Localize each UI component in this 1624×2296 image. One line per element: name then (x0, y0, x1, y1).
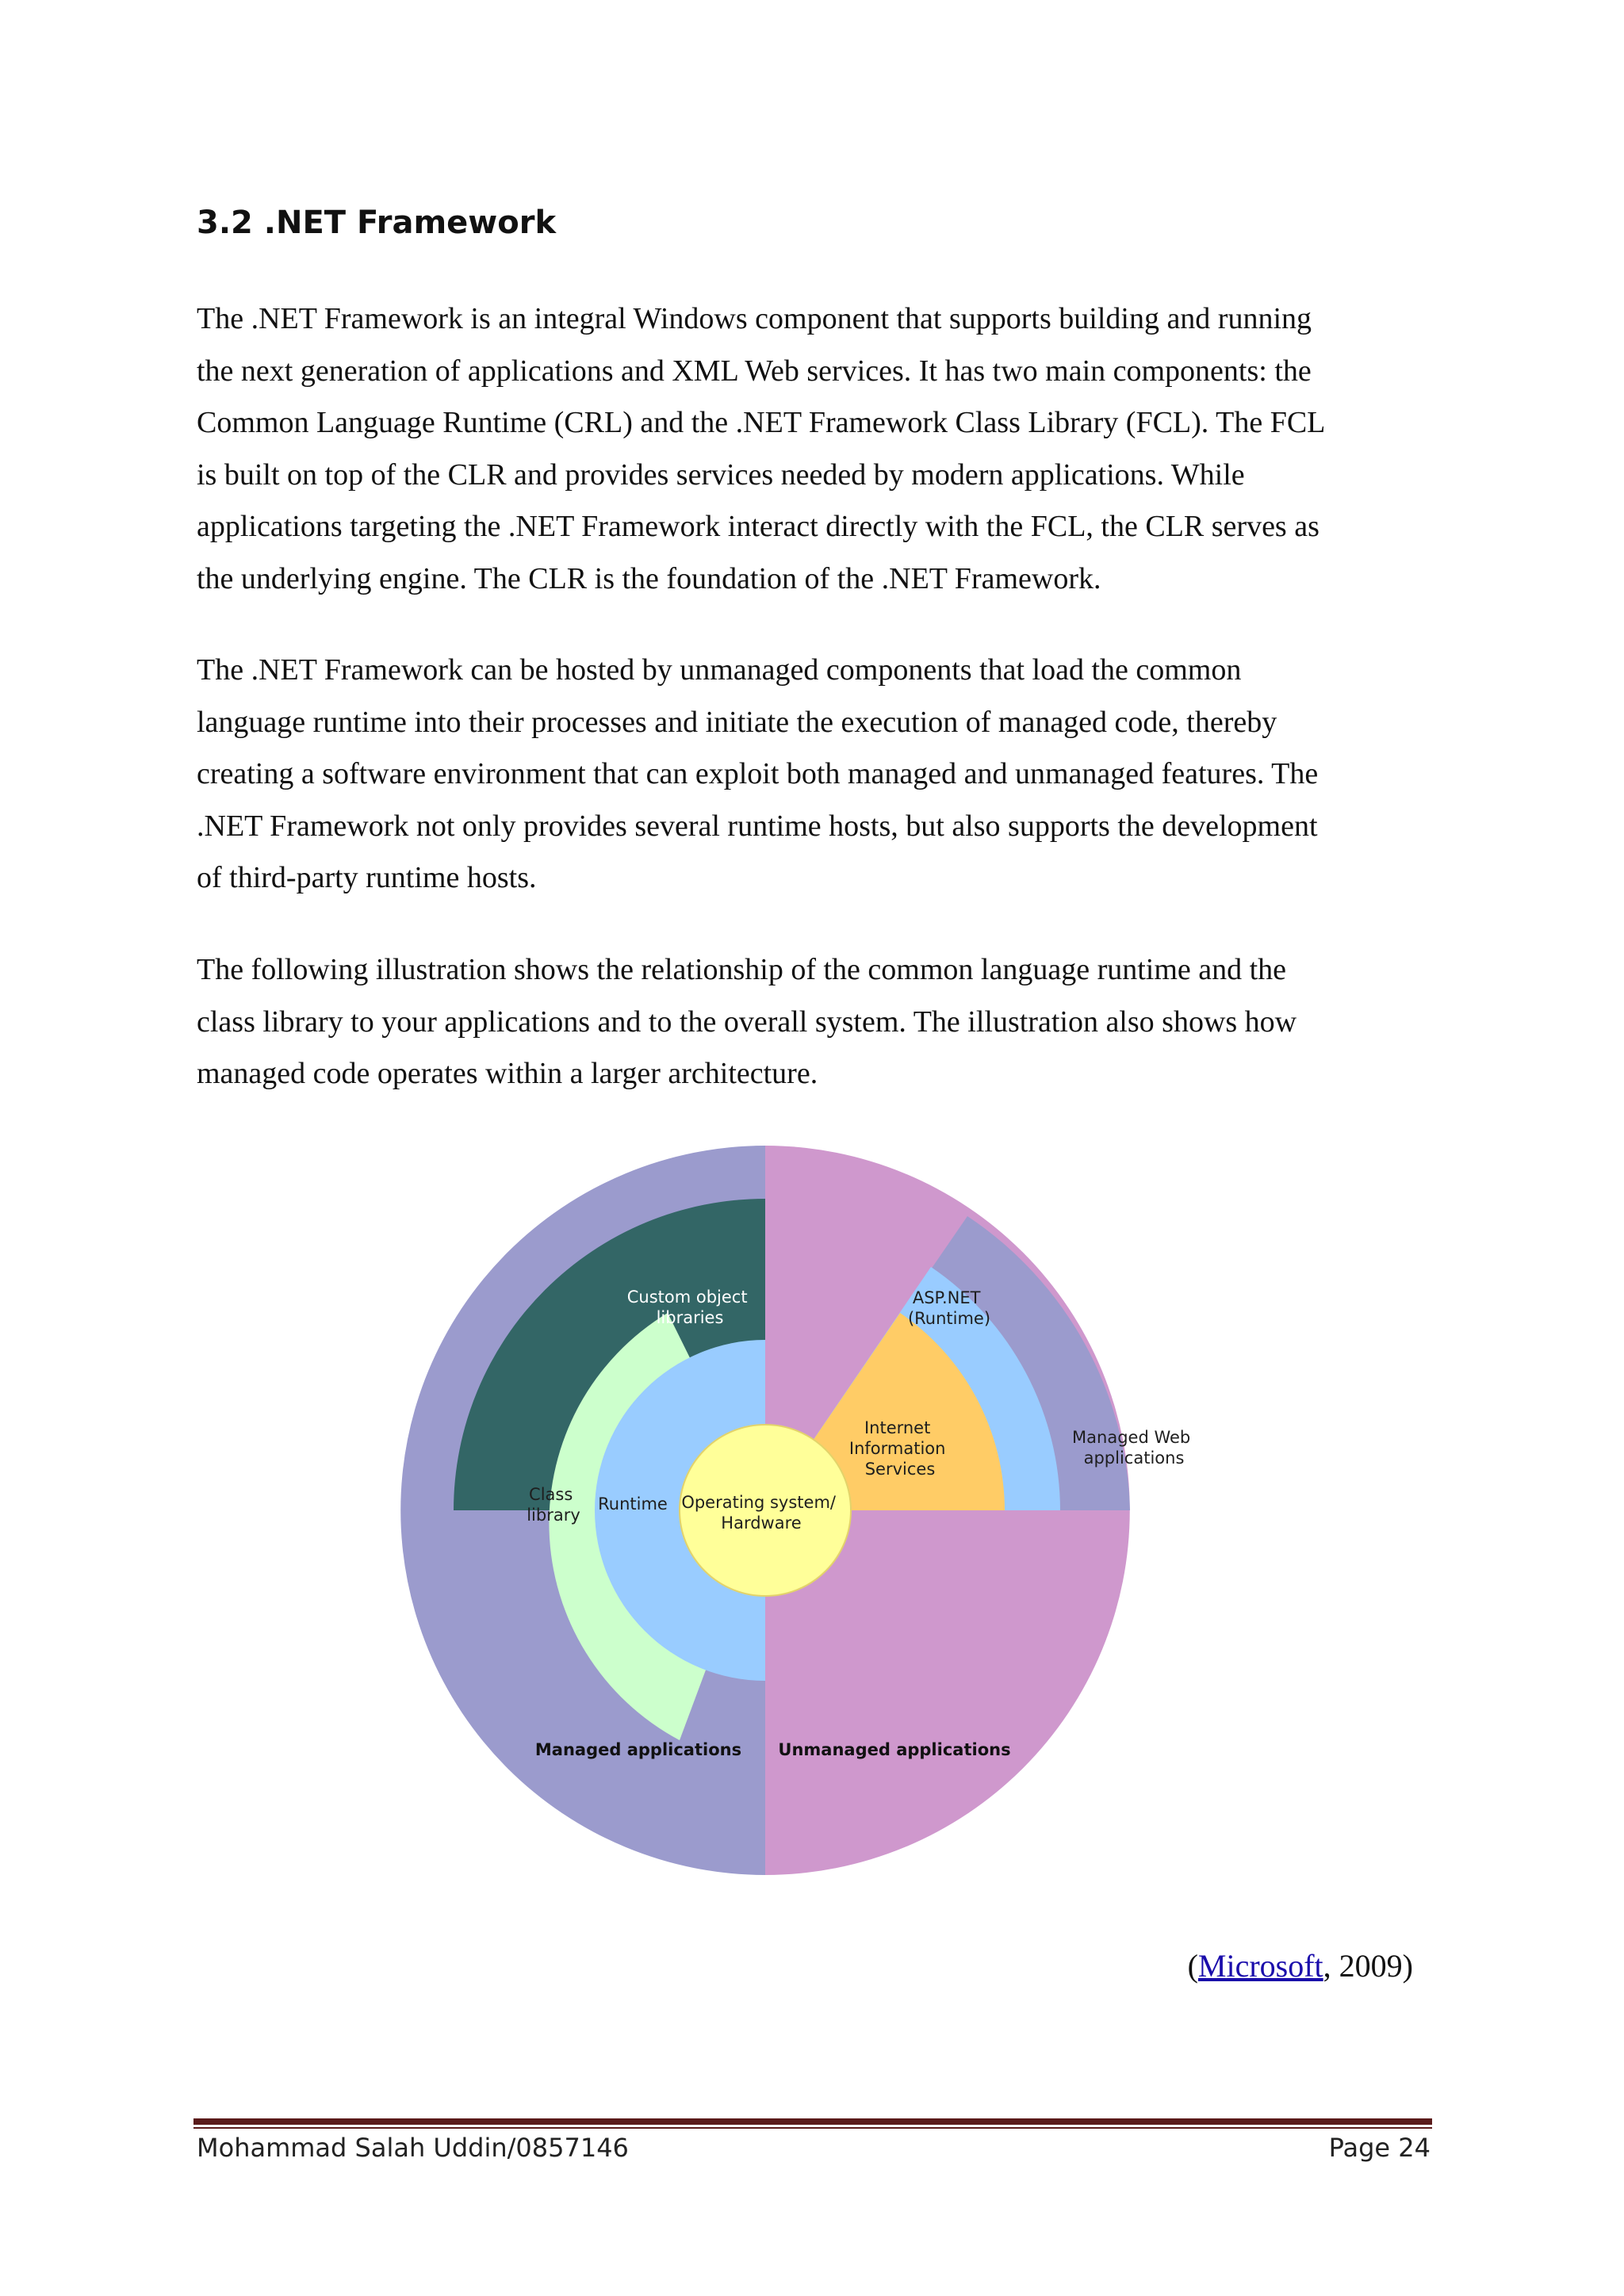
label-managed-web-applications: Managed Web applications (1072, 1428, 1191, 1468)
footer-rule (193, 2118, 1432, 2125)
label-aspnet-runtime: ASP.NET (Runtime) (907, 1288, 991, 1328)
paragraph-intro: The .NET Framework is an integral Windows component that supports building and running the next generation of applications and XML Web services. It has two main components: the Common Language Runtime (CRL) and the .NET Framework Class Library (FCL). The FCL is built on top of the CLR and provides services needed by modern applications. While applications targeting the .NET Framework interact directly with the FCL, the CLR serves as the underlying engine. The CLR is the foundation of the .NET Framework. (197, 302, 1326, 595)
label-custom-object-libraries: Custom object libraries (626, 1288, 748, 1327)
diagram-svg (381, 1134, 1269, 1895)
figure-citation (1188, 1947, 1413, 1984)
label-os-hardware: Operating system/ Hardware (681, 1493, 836, 1533)
footer-page-number: Page 24 (1328, 2133, 1431, 2163)
section-heading: 3.2 .NET Framework (197, 205, 557, 241)
footer-rule-thin (193, 2127, 1432, 2129)
paragraph-hosting: The .NET Framework can be hosted by unmanaged components that load the common language runtime into their processes and initiate the execution of managed code, thereby creating a software environment that can exploit both managed and unmanaged features. The .NET Framework not only provides several runtime hosts, but also supports the development of third-party runtime hosts. (197, 653, 1319, 894)
label-runtime: Runtime (598, 1494, 668, 1513)
footer-author: Mohammad Salah Uddin/0857146 (197, 2133, 629, 2163)
label-class-library: Class library (527, 1485, 580, 1525)
label-managed-applications: Managed applications (534, 1740, 742, 1759)
dotnet-architecture-diagram (381, 1134, 1269, 1895)
label-iis: Internet Information Services (848, 1418, 946, 1479)
citation-open: ( (1187, 1948, 1198, 1984)
citation-rest: , 2009) (1323, 1948, 1413, 1984)
paragraph-illustration: The following illustration shows the relationship of the common language runtime and the class library to your applications and to the overall system. The illustration also shows how managed code operates within a larger architecture. (197, 953, 1297, 1090)
citation-link-microsoft[interactable]: Microsoft (1197, 1948, 1323, 1984)
label-unmanaged-applications: Unmanaged applications (778, 1740, 1011, 1759)
